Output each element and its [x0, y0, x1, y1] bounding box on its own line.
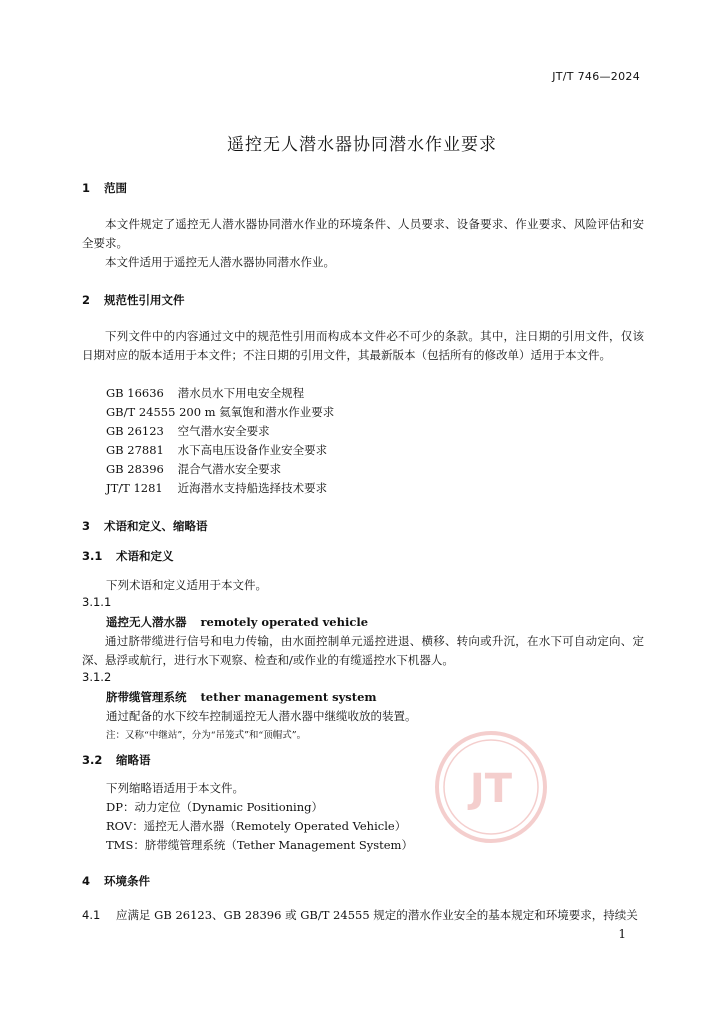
reference-title: 空气潜水安全要求 — [177, 424, 270, 438]
subsection-title: 缩略语 — [116, 753, 151, 767]
section-4-heading — [82, 873, 150, 889]
standard-code: JT/T 746—2024 — [552, 70, 640, 83]
reference-item — [106, 423, 270, 439]
section-3-heading — [82, 518, 208, 534]
jt-logo-stamp — [432, 728, 550, 846]
section-title: 术语和定义、缩略语 — [104, 519, 208, 533]
reference-item — [106, 461, 281, 477]
reference-item — [106, 480, 327, 496]
reference-code: GB 27881 — [106, 443, 164, 457]
reference-item — [106, 442, 327, 458]
term-chinese: 遥控无人潜水器 — [106, 615, 187, 629]
reference-item — [106, 385, 304, 401]
page-number: 1 — [618, 927, 626, 941]
reference-code: GB/T 24555 — [106, 405, 176, 419]
reference-item — [106, 404, 334, 420]
terms-intro: 下列术语和定义适用于本文件。 — [106, 578, 267, 592]
document-title: 遥控无人潜水器协同潜水作业要求 — [227, 135, 497, 155]
section-number: 3 — [82, 519, 91, 533]
subsection-title: 术语和定义 — [116, 549, 174, 563]
term-english: remotely operated vehicle — [200, 615, 369, 629]
section-number: 2 — [82, 293, 91, 307]
clause-text: 应满足 GB 26123、GB 28396 或 GB/T 24555 规定的潜水作业安全的基本规定和环境要求，持续关 — [116, 908, 638, 922]
section-1-heading — [82, 180, 127, 196]
term-heading — [106, 614, 368, 630]
reference-title: 混合气潜水安全要求 — [177, 462, 282, 476]
reference-title: 200 m 氦氧饱和潜水作业要求 — [179, 405, 335, 419]
scope-paragraph-2: 本文件适用于遥控无人潜水器协同潜水作业。 — [105, 255, 335, 269]
term-definition: 通过配备的水下绞车控制遥控无人潜水器中继缆收放的装置。 — [106, 709, 417, 723]
clause-number: 4.1 — [82, 908, 101, 922]
term-definition: 通过脐带缆进行信号和电力传输，由水面控制单元遥控进退、横移、转向或升沉，在水下可自动定向、定深、悬浮或航行，进行水下观察、检查和/或作业的有缆遥控水下机器人。 — [82, 634, 644, 667]
term-english: tether management system — [200, 690, 377, 704]
reference-title: 潜水员水下用电安全规程 — [177, 386, 305, 400]
reference-title: 近海潜水支持船选择技术要求 — [177, 481, 328, 495]
scope-paragraph-1: 本文件规定了遥控无人潜水器协同潜水作业的环境条件、人员要求、设备要求、作业要求、风险评估和安全要求。 — [82, 217, 644, 250]
section-title: 环境条件 — [104, 874, 150, 888]
section-number: 1 — [82, 181, 91, 195]
section-number: 4 — [82, 874, 91, 888]
subsection-3-1-heading — [82, 548, 174, 564]
term-number: 3.1.1 — [82, 595, 112, 609]
subsection-number: 3.2 — [82, 753, 103, 767]
subsection-3-2-heading — [82, 752, 151, 768]
term-note: 注：又称“中继站”，分为“吊笼式”和“顶帽式”。 — [106, 730, 307, 741]
reference-code: GB 26123 — [106, 424, 164, 438]
abbreviations-intro: 下列缩略语适用于本文件。 — [106, 781, 244, 795]
references-intro-paragraph: 下列文件中的内容通过文中的规范性引用而构成本文件必不可少的条款。其中，注日期的引用文件，仅该日期对应的版本适用于本文件；不注日期的引用文件，其最新版本（包括所有的修改单）适用于本文件。 — [82, 329, 644, 362]
clause-4-1 — [82, 907, 638, 923]
subsection-number: 3.1 — [82, 549, 103, 563]
reference-code: JT/T 1281 — [106, 481, 163, 495]
term-chinese: 脐带缆管理系统 — [106, 690, 187, 704]
abbreviation-item: TMS：脐带缆管理系统（Tether Management System） — [106, 838, 413, 852]
term-heading — [106, 689, 377, 705]
section-title: 范围 — [104, 181, 127, 195]
reference-code: GB 16636 — [106, 386, 164, 400]
stamp-text: JT — [469, 766, 513, 812]
section-title: 规范性引用文件 — [104, 293, 185, 307]
abbreviation-item: ROV：遥控无人潜水器（Remotely Operated Vehicle） — [106, 819, 407, 833]
reference-code: GB 28396 — [106, 462, 164, 476]
section-2-heading — [82, 292, 185, 308]
reference-title: 水下高电压设备作业安全要求 — [177, 443, 328, 457]
abbreviation-item: DP：动力定位（Dynamic Positioning） — [106, 800, 323, 814]
term-number: 3.1.2 — [82, 670, 112, 684]
